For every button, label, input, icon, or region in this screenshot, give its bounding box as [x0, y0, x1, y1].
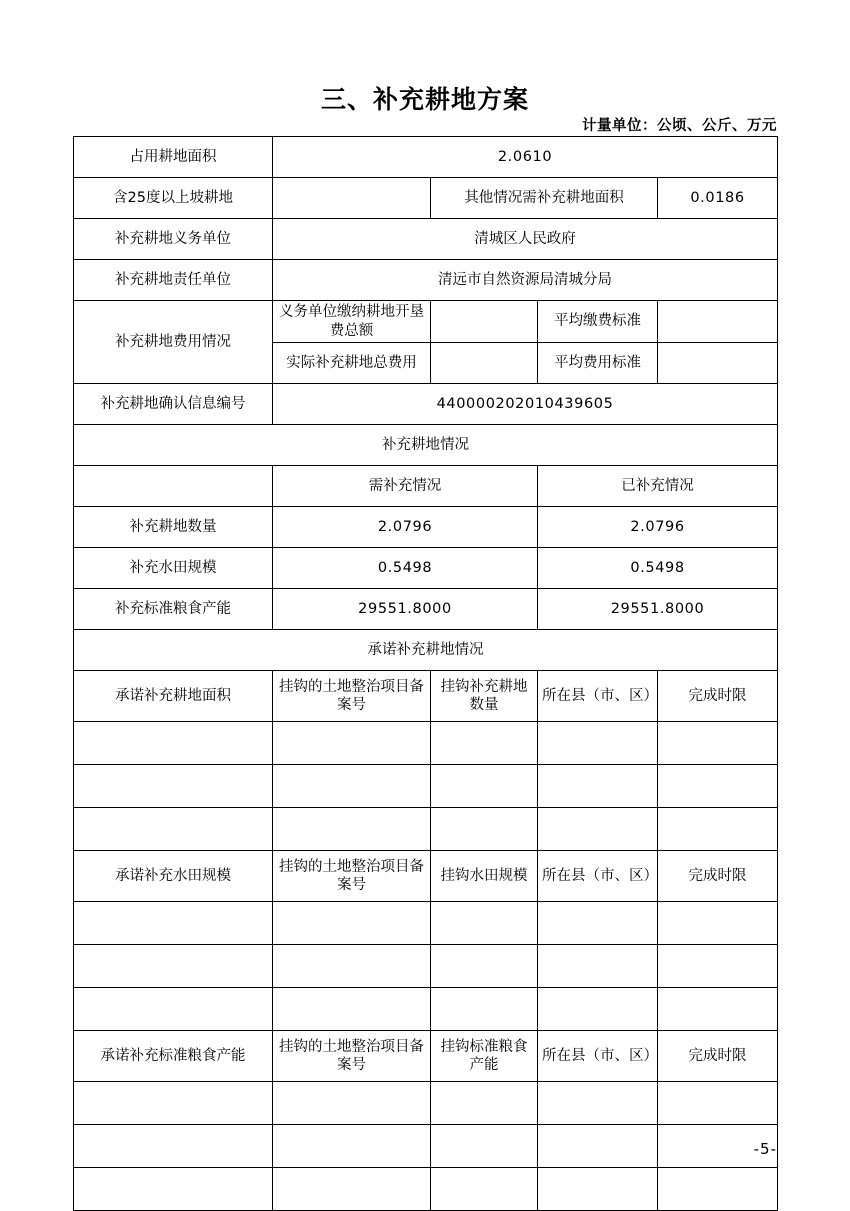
table-row: [74, 988, 778, 1031]
commitment-header-row: [74, 851, 778, 902]
obligation-unit-value: 清城区人民政府: [273, 219, 778, 260]
commitment-header-row: [74, 671, 778, 722]
average-cost-standard-value: [658, 343, 778, 384]
table-row: [74, 548, 778, 589]
commitment-g2-r1-c3: [431, 902, 538, 945]
slope-land-value: [273, 178, 431, 219]
commitment-g2-col3-header: 挂钩水田规模: [431, 851, 538, 902]
commitment-g2-col1-header: 承诺补充水田规模: [74, 851, 273, 902]
commitment-g3-col1-header: 承诺补充标准粮食产能: [74, 1031, 273, 1082]
commitment-g1-r2-c4: [538, 765, 658, 808]
other-supplement-area-label: 其他情况需补充耕地面积: [431, 178, 658, 219]
table-row: [74, 722, 778, 765]
supplement-paddy-scale-needed: 0.5498: [273, 548, 538, 589]
supplement-quantity-needed: 2.0796: [273, 507, 538, 548]
occupied-area-label: 占用耕地面积: [74, 137, 273, 178]
commitment-g2-col5-header: 完成时限: [658, 851, 778, 902]
commitment-g3-r2-c2: [273, 1125, 431, 1168]
commitment-g3-r2-c4: [538, 1125, 658, 1168]
supplement-quantity-label: 补充耕地数量: [74, 507, 273, 548]
supplement-status-blank-header: [74, 466, 273, 507]
commitment-g3-r3-c2: [273, 1168, 431, 1211]
page-title: 三、补充耕地方案: [320, 85, 529, 114]
commitment-g1-r1-c4: [538, 722, 658, 765]
form-table: [73, 136, 778, 1211]
commitment-g1-r1-c5: [658, 722, 778, 765]
obligation-unit-label: 补充耕地义务单位: [74, 219, 273, 260]
commitment-g2-r3-c3: [431, 988, 538, 1031]
commitment-g2-col2-header: 挂钩的土地整治项目备案号: [273, 851, 431, 902]
commitment-g2-r1-c4: [538, 902, 658, 945]
commitment-g2-r2-c1: [74, 945, 273, 988]
table-row: [74, 466, 778, 507]
actual-total-cost-label: 实际补充耕地总费用: [273, 343, 431, 384]
commitment-g3-r3-c3: [431, 1168, 538, 1211]
slope-land-label: 含25度以上坡耕地: [74, 178, 273, 219]
table-row: [74, 1168, 778, 1211]
table-row: [74, 219, 778, 260]
average-payment-standard-label: 平均缴费标准: [538, 301, 658, 343]
actual-total-cost-value: [431, 343, 538, 384]
fee-section-label: 补充耕地费用情况: [74, 301, 273, 384]
confirm-number-label: 补充耕地确认信息编号: [74, 384, 273, 425]
commitment-g2-r3-c5: [658, 988, 778, 1031]
commitment-g1-r1-c2: [273, 722, 431, 765]
commitment-g3-col3-header: 挂钩标准粮食产能: [431, 1031, 538, 1082]
responsible-unit-value: 清远市自然资源局清城分局: [273, 260, 778, 301]
supplement-paddy-scale-label: 补充水田规模: [74, 548, 273, 589]
supplement-status-section-title: 补充耕地情况: [74, 425, 778, 466]
supplement-quantity-done: 2.0796: [538, 507, 778, 548]
commitment-g3-r2-c3: [431, 1125, 538, 1168]
table-row: [74, 1125, 778, 1168]
commitment-g1-r3-c2: [273, 808, 431, 851]
supplementary-farmland-form: [73, 136, 777, 1211]
commitment-g1-col5-header: 完成时限: [658, 671, 778, 722]
responsible-unit-label: 补充耕地责任单位: [74, 260, 273, 301]
supplement-grain-capacity-needed: 29551.8000: [273, 589, 538, 630]
commitment-g2-r2-c2: [273, 945, 431, 988]
table-row: [74, 945, 778, 988]
commitment-g2-r1-c2: [273, 902, 431, 945]
table-row: [74, 589, 778, 630]
commitment-g3-r1-c5: [658, 1082, 778, 1125]
commitment-g3-r3-c1: [74, 1168, 273, 1211]
supplement-status-done-header: 已补充情况: [538, 466, 778, 507]
fee-obligation-payment-label: 义务单位缴纳耕地开垦费总额: [273, 301, 431, 343]
fee-obligation-payment-value: [431, 301, 538, 343]
table-row: [74, 178, 778, 219]
commitment-g1-r3-c3: [431, 808, 538, 851]
commitment-g1-r1-c3: [431, 722, 538, 765]
table-row: [74, 301, 778, 343]
commitment-g1-r2-c1: [74, 765, 273, 808]
commitment-g3-r1-c1: [74, 1082, 273, 1125]
commitment-g3-r2-c1: [74, 1125, 273, 1168]
commitment-section-title: 承诺补充耕地情况: [74, 630, 778, 671]
table-row: [74, 630, 778, 671]
table-row: [74, 384, 778, 425]
commitment-g2-r2-c3: [431, 945, 538, 988]
commitment-g3-r1-c4: [538, 1082, 658, 1125]
table-row: [74, 425, 778, 466]
average-cost-standard-label: 平均费用标准: [538, 343, 658, 384]
supplement-paddy-scale-done: 0.5498: [538, 548, 778, 589]
commitment-g1-col2-header: 挂钩的土地整治项目备案号: [273, 671, 431, 722]
commitment-g2-r1-c1: [74, 902, 273, 945]
supplement-grain-capacity-done: 29551.8000: [538, 589, 778, 630]
commitment-g3-col2-header: 挂钩的土地整治项目备案号: [273, 1031, 431, 1082]
commitment-g1-r3-c4: [538, 808, 658, 851]
commitment-g1-col3-header: 挂钩补充耕地数量: [431, 671, 538, 722]
commitment-g2-col4-header: 所在县（市、区）: [538, 851, 658, 902]
measurement-unit-note: 计量单位：公顷、公斤、万元: [582, 118, 777, 134]
other-supplement-area-value: 0.0186: [658, 178, 778, 219]
table-row: [74, 137, 778, 178]
commitment-g2-r2-c5: [658, 945, 778, 988]
table-row: [74, 808, 778, 851]
commitment-g3-col4-header: 所在县（市、区）: [538, 1031, 658, 1082]
commitment-g1-r2-c5: [658, 765, 778, 808]
commitment-g2-r3-c2: [273, 988, 431, 1031]
commitment-g3-r3-c4: [538, 1168, 658, 1211]
commitment-g1-r2-c3: [431, 765, 538, 808]
commitment-header-row: [74, 1031, 778, 1082]
table-row: [74, 507, 778, 548]
commitment-g1-col4-header: 所在县（市、区）: [538, 671, 658, 722]
commitment-g3-r3-c5: [658, 1168, 778, 1211]
page-number: -5-: [753, 1140, 777, 1158]
commitment-g1-r3-c1: [74, 808, 273, 851]
commitment-g1-col1-header: 承诺补充耕地面积: [74, 671, 273, 722]
table-row: [74, 902, 778, 945]
table-row: [74, 260, 778, 301]
commitment-g1-r2-c2: [273, 765, 431, 808]
supplement-grain-capacity-label: 补充标准粮食产能: [74, 589, 273, 630]
supplement-status-needed-header: 需补充情况: [273, 466, 538, 507]
average-payment-standard-value: [658, 301, 778, 343]
table-row: [74, 765, 778, 808]
table-row: [74, 1082, 778, 1125]
commitment-g1-r1-c1: [74, 722, 273, 765]
commitment-g1-r3-c5: [658, 808, 778, 851]
commitment-g3-col5-header: 完成时限: [658, 1031, 778, 1082]
occupied-area-value: 2.0610: [273, 137, 778, 178]
commitment-g2-r1-c5: [658, 902, 778, 945]
commitment-g3-r1-c2: [273, 1082, 431, 1125]
commitment-g3-r1-c3: [431, 1082, 538, 1125]
confirm-number-value: 440000202010439605: [273, 384, 778, 425]
commitment-g2-r2-c4: [538, 945, 658, 988]
commitment-g2-r3-c4: [538, 988, 658, 1031]
commitment-g2-r3-c1: [74, 988, 273, 1031]
